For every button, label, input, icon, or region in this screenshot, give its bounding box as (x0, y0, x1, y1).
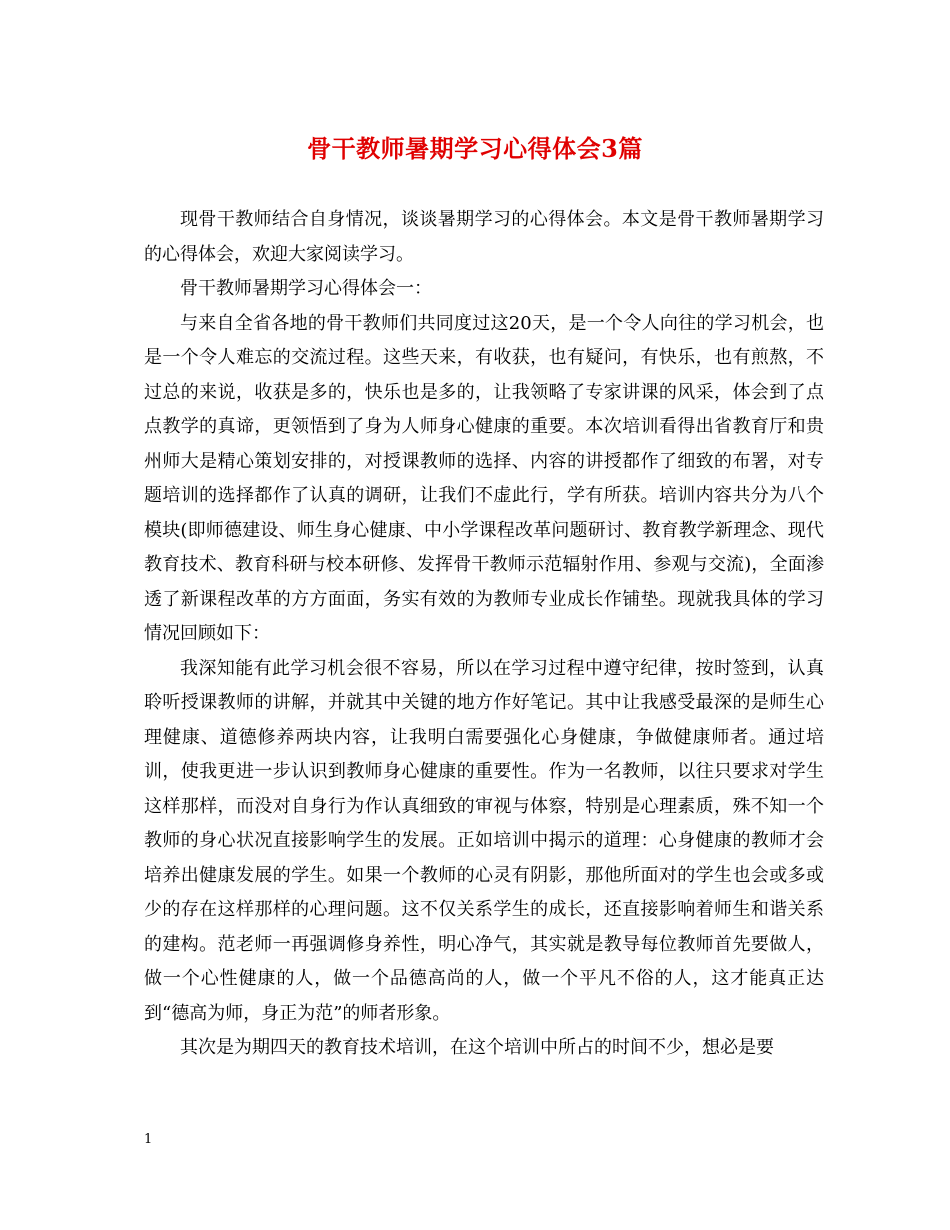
paragraph-intro: 现骨干教师结合自身情况，谈谈暑期学习的心得体会。本文是骨干教师暑期学习的心得体会，欢迎大家阅读学习。 (144, 209, 824, 265)
paragraph-2: 我深知能有此学习机会很不容易，所以在学习过程中遵守纪律，按时签到，认真聆听授课教师的讲解，并就其中关键的地方作好笔记。其中让我感受最深的是师生心理健康、道德修养两块内容，让我明白需要强化心身健康，争做健康师者。通过培训，使我更进一步认识到教师身心健康的重要性。作为一名教师，以往只要求对学生这样那样，而没对自身行为作认真细致的审视与体察，特别是心理素质，殊不知一个教师的身心状况直接影响学生的发展。正如培训中揭示的道理：心身健康的教师才会培养出健康发展的学生。如果一个教师的心灵有阴影，那他所面对的学生也会或多或少的存在这样那样的心理问题。这不仅关系学生的成长，还直接影响着师生和谐关系的建构。范老师一再强调修身养性，明心净气，其实就是教导每位教师首先要做人，做一个心性健康的人，做一个品德高尚的人，做一个平凡不俗的人，这才能真正达到“德高为师，身正为范”的师者形象。 (144, 657, 824, 1024)
paragraph-3: 其次是为期四天的教育技术培训，在这个培训中所占的时间不少，想必是要 (180, 1037, 774, 1058)
page-number: 1 (144, 1132, 153, 1147)
paragraph-1: 与来自全省各地的骨干教师们共同度过这20天，是一个令人向往的学习机会，也是一个令人难忘的交流过程。这些天来，有收获，也有疑问，有快乐，也有煎熬，不过总的来说，收获是多的，快乐也是多的，让我领略了专家讲课的风采，体会到了点点教学的真谛，更领悟到了身为人师身心健康的重要。本次培训看得出省教育厅和贵州师大是精心策划安排的，对授课教师的选择、内容的讲授都作了细致的布署，对专题培训的选择都作了认真的调研，让我们不虚此行，学有所获。培训内容共分为八个模块(即师德建设、师生身心健康、中小学课程改革问题研讨、教育教学新理念、现代教育技术、教育科研与校本研修、发挥骨干教师示范辐射作用、参观与交流)，全面渗透了新课程改革的方方面面，务实有效的为教师专业成长作铺垫。现就我具体的学习情况回顾如下： (144, 312, 824, 644)
document-title: 骨干教师暑期学习心得体会3篇 (307, 134, 643, 163)
document-body (144, 203, 824, 1066)
section-heading: 骨干教师暑期学习心得体会一： (180, 278, 432, 299)
